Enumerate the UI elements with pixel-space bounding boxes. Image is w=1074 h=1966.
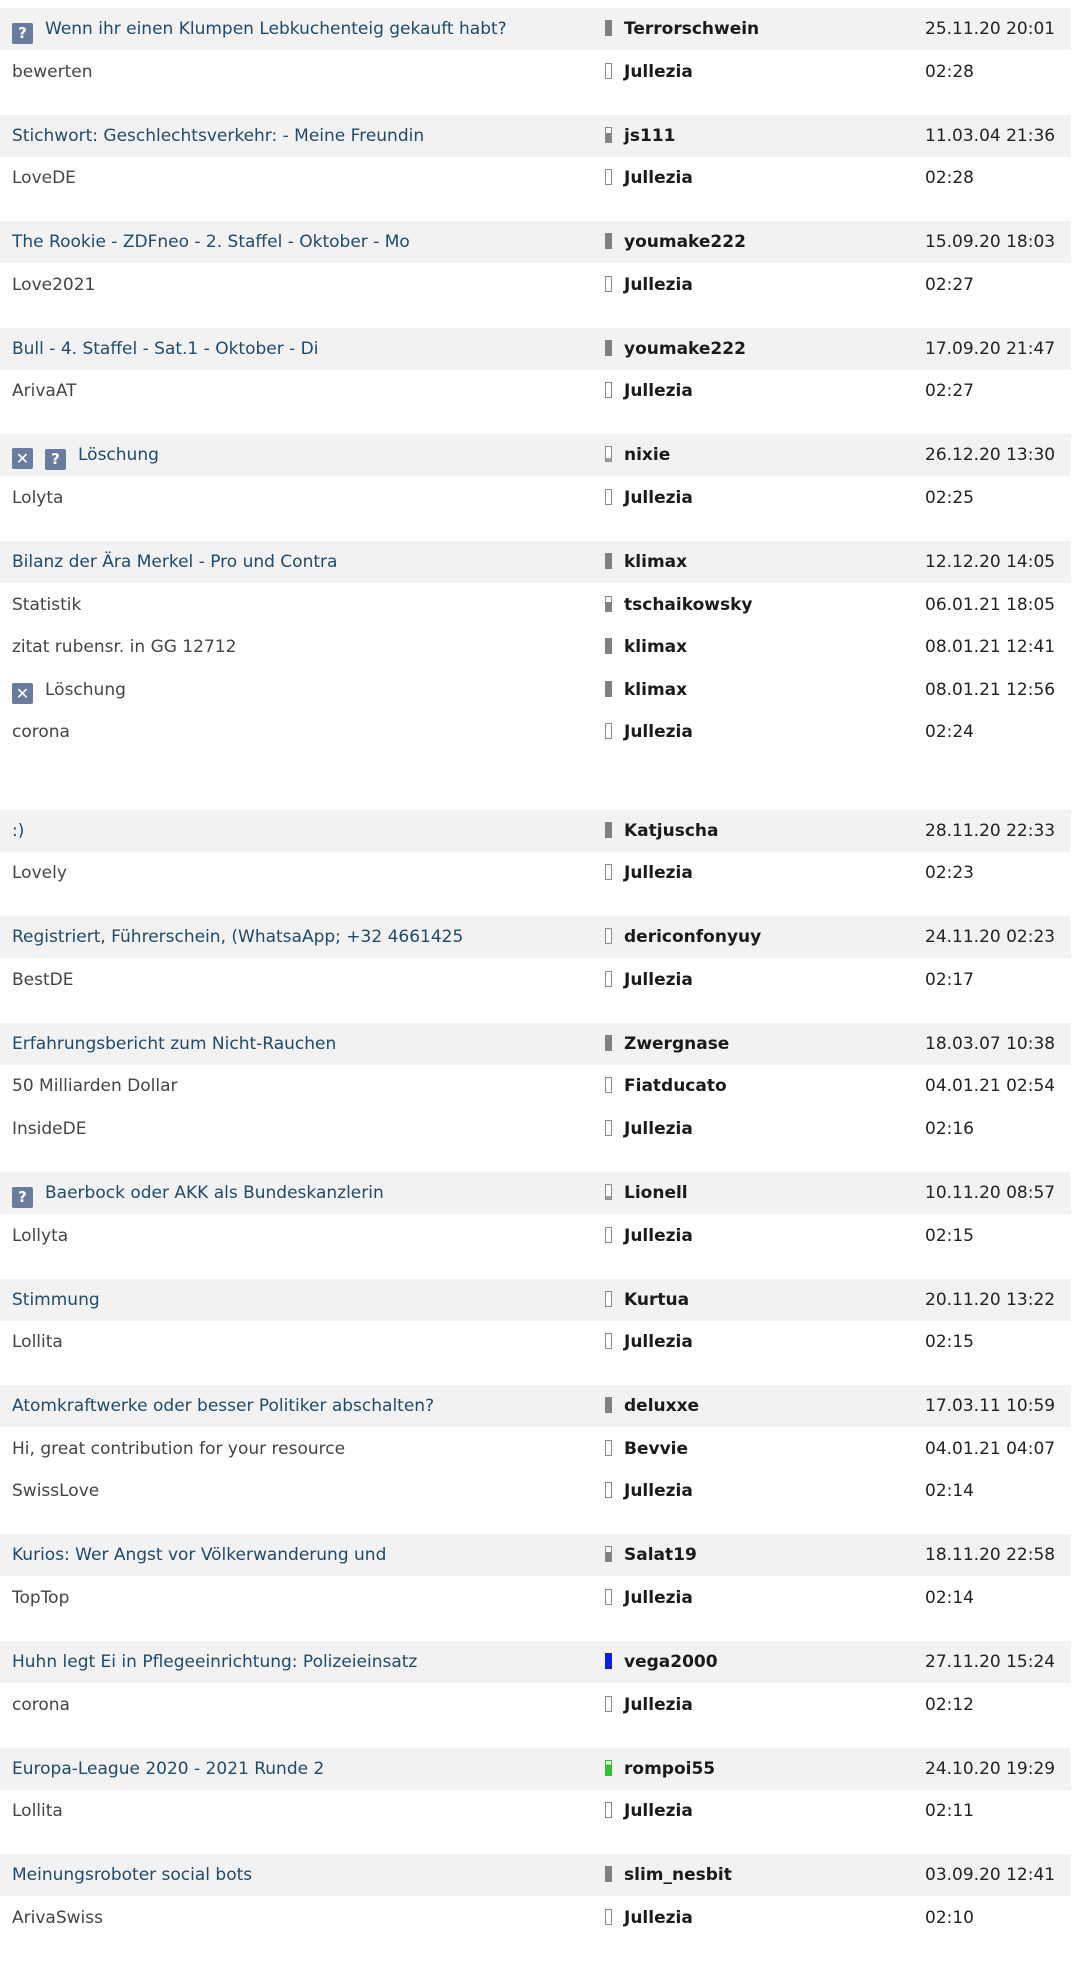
reply-row xyxy=(0,626,1071,668)
timestamp: 12.12.20 14:05 xyxy=(925,552,1056,572)
username-link[interactable]: klimax xyxy=(624,680,688,700)
timestamp: 02:14 xyxy=(925,1588,974,1608)
timestamp: 25.11.20 20:01 xyxy=(925,19,1056,39)
thread-row xyxy=(0,328,1071,370)
username-link[interactable]: Jullezia xyxy=(624,970,693,990)
reply-row xyxy=(0,584,1071,626)
user-cell xyxy=(605,1854,732,1896)
reply-title-link[interactable]: bewerten xyxy=(12,62,93,82)
username-link[interactable]: Jullezia xyxy=(624,722,693,742)
timestamp: 02:27 xyxy=(925,381,974,401)
user-status-icon xyxy=(605,276,612,292)
delete-icon: ✕ xyxy=(12,448,33,469)
reply-row xyxy=(0,51,1071,93)
user-cell xyxy=(605,51,693,93)
title-cell xyxy=(12,51,592,93)
username-link[interactable]: Jullezia xyxy=(624,1332,693,1352)
username-link[interactable]: Bevvie xyxy=(624,1439,689,1459)
reply-row xyxy=(0,157,1071,199)
title-cell xyxy=(12,1321,592,1363)
reply-row xyxy=(0,711,1071,753)
reply-title-link[interactable]: Lollyta xyxy=(12,1226,69,1246)
thread-row xyxy=(0,1023,1071,1065)
thread-title-link[interactable]: Meinungsroboter social bots xyxy=(12,1865,253,1885)
user-status-icon xyxy=(605,681,612,697)
thread-row xyxy=(0,8,1071,50)
user-status-icon xyxy=(605,596,612,612)
thread-title-link[interactable]: Stichwort: Geschlechtsverkehr: - Meine Freundin xyxy=(12,126,425,146)
title-cell xyxy=(12,1534,592,1576)
username-link[interactable]: Kurtua xyxy=(624,1290,690,1310)
reply-title-link[interactable]: corona xyxy=(12,722,70,742)
username-link[interactable]: Jullezia xyxy=(624,1481,693,1501)
question-icon: ? xyxy=(12,23,33,44)
user-status-icon xyxy=(605,1909,612,1925)
title-cell xyxy=(12,434,592,476)
user-status-icon xyxy=(605,1227,612,1243)
title-cell xyxy=(12,852,592,894)
timestamp: 24.10.20 19:29 xyxy=(925,1759,1056,1779)
title-cell xyxy=(12,626,592,668)
timestamp: 17.09.20 21:47 xyxy=(925,339,1056,359)
timestamp: 02:12 xyxy=(925,1695,974,1715)
timestamp: 04.01.21 02:54 xyxy=(925,1076,1056,1096)
username-link[interactable]: deluxxe xyxy=(624,1396,700,1416)
thread-title-link[interactable]: Registriert, Führerschein, (WhatsaApp; +32 4661425 xyxy=(12,927,464,947)
title-cell xyxy=(12,1577,592,1619)
username-link[interactable]: Zwergnase xyxy=(624,1034,730,1054)
reply-row xyxy=(0,477,1071,519)
thread-row xyxy=(0,1385,1071,1427)
thread-row xyxy=(0,1641,1071,1683)
reply-row xyxy=(0,1215,1071,1257)
reply-title-link[interactable]: Lovely xyxy=(12,863,67,883)
delete-icon: ✕ xyxy=(12,683,33,704)
timestamp: 02:11 xyxy=(925,1801,974,1821)
user-status-icon xyxy=(605,971,612,987)
title-cell xyxy=(12,157,592,199)
timestamp: 08.01.21 12:56 xyxy=(925,680,1056,700)
timestamp: 10.11.20 08:57 xyxy=(925,1183,1056,1203)
reply-row xyxy=(0,1321,1071,1363)
user-cell xyxy=(605,810,718,852)
reply-row xyxy=(0,1108,1071,1150)
username-link[interactable]: dericonfonyuy xyxy=(624,927,762,947)
title-cell xyxy=(12,669,592,711)
reply-title-link[interactable]: ArivaSwiss xyxy=(12,1908,103,1928)
thread-title-link[interactable]: Atomkraftwerke oder besser Politiker abschalten? xyxy=(12,1396,435,1416)
user-status-icon xyxy=(605,340,612,356)
user-status-icon xyxy=(605,1760,612,1776)
user-status-icon xyxy=(605,1397,612,1413)
title-cell xyxy=(12,370,592,412)
thread-row xyxy=(0,115,1071,157)
thread-title-link[interactable]: Erfahrungsbericht zum Nicht-Rauchen xyxy=(12,1034,337,1054)
user-status-icon xyxy=(605,1866,612,1882)
title-cell xyxy=(12,916,592,958)
user-cell xyxy=(605,1172,688,1214)
user-cell xyxy=(605,370,693,412)
user-cell xyxy=(605,1470,693,1512)
reply-row xyxy=(0,1897,1071,1939)
timestamp: 18.03.07 10:38 xyxy=(925,1034,1056,1054)
timestamp: 02:24 xyxy=(925,722,974,742)
username-link[interactable]: js111 xyxy=(624,126,676,146)
user-cell xyxy=(605,584,752,626)
reply-row xyxy=(0,1684,1071,1726)
user-status-icon xyxy=(605,382,612,398)
user-cell xyxy=(605,1321,693,1363)
user-cell xyxy=(605,626,687,668)
user-cell xyxy=(605,959,693,1001)
thread-row xyxy=(0,1172,1071,1214)
reply-title-link[interactable]: InsideDE xyxy=(12,1119,87,1139)
user-status-icon xyxy=(605,1077,612,1093)
username-link[interactable]: Jullezia xyxy=(624,275,693,295)
title-cell xyxy=(12,264,592,306)
thread-title-link[interactable]: Huhn legt Ei in Pflegeeinrichtung: Polizeieinsatz xyxy=(12,1652,418,1672)
timestamp: 02:15 xyxy=(925,1332,974,1352)
timestamp: 02:15 xyxy=(925,1226,974,1246)
reply-title-link[interactable]: 50 Milliarden Dollar xyxy=(12,1076,178,1096)
user-cell xyxy=(605,8,759,50)
timestamp: 28.11.20 22:33 xyxy=(925,821,1056,841)
question-icon: ? xyxy=(45,449,66,470)
user-status-icon xyxy=(605,1696,612,1712)
timestamp: 26.12.20 13:30 xyxy=(925,445,1056,465)
title-cell xyxy=(12,1470,592,1512)
user-cell xyxy=(605,541,687,583)
user-status-icon xyxy=(605,233,612,249)
user-cell xyxy=(605,1428,688,1470)
title-cell xyxy=(12,1854,592,1896)
thread-row xyxy=(0,434,1071,476)
user-cell xyxy=(605,1577,693,1619)
title-cell xyxy=(12,1023,592,1065)
reply-row xyxy=(0,852,1071,894)
reply-row xyxy=(0,959,1071,1001)
user-status-icon xyxy=(605,446,612,462)
user-status-icon xyxy=(605,1589,612,1605)
reply-title-link[interactable]: Löschung xyxy=(45,680,126,700)
title-cell xyxy=(12,1108,592,1150)
title-cell xyxy=(12,221,592,263)
username-link[interactable]: klimax xyxy=(624,637,688,657)
username-link[interactable]: Lionell xyxy=(624,1183,688,1203)
user-cell xyxy=(605,711,693,753)
timestamp: 04.01.21 04:07 xyxy=(925,1439,1056,1459)
timestamp: 02:28 xyxy=(925,62,974,82)
user-cell xyxy=(605,477,693,519)
user-cell xyxy=(605,1108,693,1150)
title-cell xyxy=(12,1279,592,1321)
title-cell xyxy=(12,1684,592,1726)
title-cell xyxy=(12,115,592,157)
thread-title-link[interactable]: Bull - 4. Staffel - Sat.1 - Oktober - Di xyxy=(12,339,319,359)
title-cell xyxy=(12,1385,592,1427)
thread-row xyxy=(0,1279,1071,1321)
user-cell xyxy=(605,434,670,476)
user-cell xyxy=(605,1748,715,1790)
thread-title-link[interactable]: Bilanz der Ära Merkel - Pro und Contra xyxy=(12,552,338,572)
user-status-icon xyxy=(605,822,612,838)
thread-title-link[interactable]: Europa-League 2020 - 2021 Runde 2 xyxy=(12,1759,325,1779)
title-cell xyxy=(12,959,592,1001)
username-link[interactable]: youmake222 xyxy=(624,232,746,252)
username-link[interactable]: Jullezia xyxy=(624,488,693,508)
user-cell xyxy=(605,264,693,306)
reply-title-link[interactable]: Lollita xyxy=(12,1332,63,1352)
user-cell xyxy=(605,1065,727,1107)
timestamp: 27.11.20 15:24 xyxy=(925,1652,1056,1672)
title-cell xyxy=(12,1065,592,1107)
timestamp: 02:25 xyxy=(925,488,974,508)
timestamp: 02:17 xyxy=(925,970,974,990)
username-link[interactable]: Jullezia xyxy=(624,381,693,401)
user-cell xyxy=(605,221,746,263)
user-status-icon xyxy=(605,489,612,505)
user-cell xyxy=(605,669,687,711)
username-link[interactable]: slim_nesbit xyxy=(624,1865,732,1885)
reply-title-link[interactable]: Lollita xyxy=(12,1801,63,1821)
username-link[interactable]: youmake222 xyxy=(624,339,746,359)
user-status-icon xyxy=(605,1333,612,1349)
user-cell xyxy=(605,1279,689,1321)
title-cell xyxy=(12,1215,592,1257)
title-cell xyxy=(12,1790,592,1832)
user-status-icon xyxy=(605,1440,612,1456)
user-status-icon xyxy=(605,928,612,944)
user-cell xyxy=(605,328,746,370)
timestamp: 18.11.20 22:58 xyxy=(925,1545,1056,1565)
reply-row xyxy=(0,1428,1071,1470)
timestamp: 03.09.20 12:41 xyxy=(925,1865,1056,1885)
timestamp: 17.03.11 10:59 xyxy=(925,1396,1056,1416)
reply-title-link[interactable]: Lolyta xyxy=(12,488,64,508)
user-cell xyxy=(605,1641,718,1683)
user-cell xyxy=(605,115,675,157)
user-status-icon xyxy=(605,1482,612,1498)
title-cell xyxy=(12,810,592,852)
username-link[interactable]: Jullezia xyxy=(624,1695,693,1715)
username-link[interactable]: rompoi55 xyxy=(624,1759,716,1779)
title-cell xyxy=(12,1172,592,1214)
reply-title-link[interactable]: LoveDE xyxy=(12,168,76,188)
title-cell xyxy=(12,1748,592,1790)
username-link[interactable]: vega2000 xyxy=(624,1652,718,1672)
reply-title-link[interactable]: SwissLove xyxy=(12,1481,100,1501)
reply-title-link[interactable]: TopTop xyxy=(12,1588,70,1608)
user-cell xyxy=(605,1534,697,1576)
username-link[interactable]: Jullezia xyxy=(624,1226,693,1246)
username-link[interactable]: nixie xyxy=(624,445,671,465)
timestamp: 02:27 xyxy=(925,275,974,295)
username-link[interactable]: klimax xyxy=(624,552,688,572)
username-link[interactable]: Jullezia xyxy=(624,1801,693,1821)
user-status-icon xyxy=(605,1184,612,1200)
reply-row xyxy=(0,264,1071,306)
reply-title-link[interactable]: BestDE xyxy=(12,970,74,990)
thread-title-link[interactable]: The Rookie - ZDFneo - 2. Staffel - Oktober - Mo xyxy=(12,232,410,252)
user-status-icon xyxy=(605,20,612,36)
username-link[interactable]: Jullezia xyxy=(624,62,693,82)
user-status-icon xyxy=(605,1035,612,1051)
user-status-icon xyxy=(605,1120,612,1136)
reply-title-link[interactable]: Hi, great contribution for your resource xyxy=(12,1439,346,1459)
user-status-icon xyxy=(605,63,612,79)
username-link[interactable]: Jullezia xyxy=(624,1119,693,1139)
reply-row xyxy=(0,370,1071,412)
user-cell xyxy=(605,1385,699,1427)
thread-row xyxy=(0,1854,1071,1896)
thread-row xyxy=(0,221,1071,263)
reply-row xyxy=(0,669,1071,711)
user-status-icon xyxy=(605,723,612,739)
thread-title-link[interactable]: Baerbock oder AKK als Bundeskanzlerin xyxy=(45,1183,384,1203)
thread-row xyxy=(0,916,1071,958)
thread-title-link[interactable]: Wenn ihr einen Klumpen Lebkuchenteig gekauft habt? xyxy=(45,19,507,39)
timestamp: 15.09.20 18:03 xyxy=(925,232,1056,252)
user-status-icon xyxy=(605,1291,612,1307)
title-cell xyxy=(12,584,592,626)
timestamp: 02:28 xyxy=(925,168,974,188)
user-cell xyxy=(605,916,761,958)
reply-title-link[interactable]: corona xyxy=(12,1695,70,1715)
title-cell xyxy=(12,1897,592,1939)
reply-title-link[interactable]: Statistik xyxy=(12,595,82,615)
user-status-icon xyxy=(605,1802,612,1818)
username-link[interactable]: tschaikowsky xyxy=(624,595,753,615)
reply-title-link[interactable]: Love2021 xyxy=(12,275,96,295)
title-cell xyxy=(12,541,592,583)
user-status-icon xyxy=(605,127,612,143)
timestamp: 02:10 xyxy=(925,1908,974,1928)
timestamp: 02:14 xyxy=(925,1481,974,1501)
question-icon: ? xyxy=(12,1187,33,1208)
thread-title-link[interactable]: Stimmung xyxy=(12,1290,100,1310)
timestamp: 08.01.21 12:41 xyxy=(925,637,1056,657)
user-status-icon xyxy=(605,553,612,569)
user-cell xyxy=(605,1023,729,1065)
title-cell xyxy=(12,1641,592,1683)
user-cell xyxy=(605,1215,693,1257)
thread-row xyxy=(0,1748,1071,1790)
username-link[interactable]: Terrorschwein xyxy=(624,19,760,39)
timestamp: 02:23 xyxy=(925,863,974,883)
user-status-icon xyxy=(605,1546,612,1562)
user-status-icon xyxy=(605,638,612,654)
username-link[interactable]: Katjuscha xyxy=(624,821,719,841)
thread-title-link[interactable]: Kurios: Wer Angst vor Völkerwanderung und xyxy=(12,1545,387,1565)
reply-row xyxy=(0,1790,1071,1832)
thread-row xyxy=(0,810,1071,852)
timestamp: 24.11.20 02:23 xyxy=(925,927,1056,947)
thread-row xyxy=(0,541,1071,583)
username-link[interactable]: Salat19 xyxy=(624,1545,697,1565)
username-link[interactable]: Fiatducato xyxy=(624,1076,727,1096)
user-cell xyxy=(605,157,693,199)
username-link[interactable]: Jullezia xyxy=(624,1908,693,1928)
username-link[interactable]: Jullezia xyxy=(624,1588,693,1608)
user-cell xyxy=(605,1897,693,1939)
thread-title-link[interactable]: Löschung xyxy=(78,445,159,465)
reply-title-link[interactable]: zitat rubensr. in GG 12712 xyxy=(12,637,237,657)
timestamp: 06.01.21 18:05 xyxy=(925,595,1056,615)
reply-row xyxy=(0,1065,1071,1107)
user-cell xyxy=(605,1684,693,1726)
reply-title-link[interactable]: ArivaAT xyxy=(12,381,77,401)
reply-row xyxy=(0,1577,1071,1619)
thread-row xyxy=(0,1534,1071,1576)
user-cell xyxy=(605,852,693,894)
timestamp: 11.03.04 21:36 xyxy=(925,126,1056,146)
title-cell xyxy=(12,1428,592,1470)
user-cell xyxy=(605,1790,693,1832)
title-cell xyxy=(12,8,592,50)
title-cell xyxy=(12,711,592,753)
thread-title-link[interactable]: :) xyxy=(12,821,25,841)
user-status-icon xyxy=(605,169,612,185)
username-link[interactable]: Jullezia xyxy=(624,168,693,188)
title-cell xyxy=(12,328,592,370)
title-cell xyxy=(12,477,592,519)
timestamp: 02:16 xyxy=(925,1119,974,1139)
username-link[interactable]: Jullezia xyxy=(624,863,693,883)
user-status-icon xyxy=(605,1653,612,1669)
reply-row xyxy=(0,1470,1071,1512)
user-status-icon xyxy=(605,864,612,880)
timestamp: 20.11.20 13:22 xyxy=(925,1290,1056,1310)
